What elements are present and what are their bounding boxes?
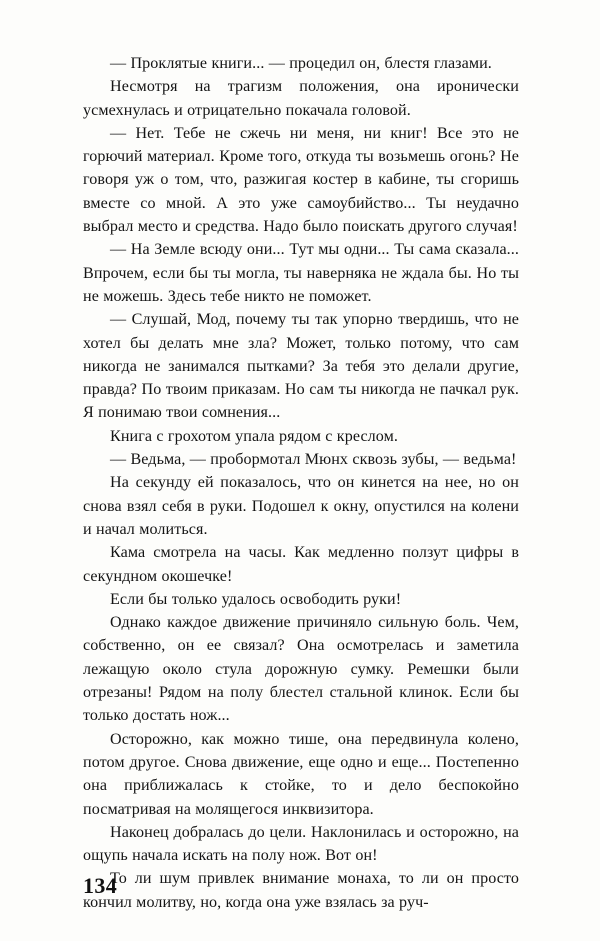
paragraph: То ли шум привлек внимание монаха, то ли он просто кончил молитву, но, когда она уже взялась за руч-: [83, 870, 519, 911]
page-text-column: [83, 52, 519, 914]
paragraph: Наконец добралась до цели. Наклонилась и осторожно, на ощупь начала искать на полу нож. Вот он!: [83, 823, 519, 865]
paragraph: Если бы только удалось освободить руки!: [110, 590, 402, 608]
paragraph: Осторожно, как можно тише, она передвинула колено, потом другое. Снова движение, еще одно и еще... Постепенно она приближалась к стойке, то и дело беспокойно посматривая на молящегося инквизитора.: [83, 730, 519, 818]
paragraph: — Ведьма, — пробормотал Мюнх сквозь зубы, — ведьма!: [110, 451, 517, 469]
paragraph: Кама смотрела на часы. Как медленно ползут цифры в секундном окошечке!: [83, 544, 519, 585]
page-number: 134: [83, 873, 118, 898]
paragraph: Несмотря на трагизм положения, она иронически усмехнулась и отрицательно покачала головой.: [83, 78, 519, 119]
paragraph: Однако каждое движение причиняло сильную боль. Чем, собственно, он ее связал? Она осмотрелась и заметила лежащую около стула дорожную сумку. Ремешки были отрезаны! Рядом на полу блестел стальной клинок. Если бы только достать нож...: [83, 614, 519, 725]
paragraph: — Слушай, Мод, почему ты так упорно твердишь, что не хотел бы делать мне зла? Может, только потому, что сам никогда не занимался пытками? За тебя это делали другие, правда? По твоим приказам. Но сам ты никогда не пачкал рук. Я понимаю твои сомнения...: [83, 311, 519, 422]
paragraph: Книга с грохотом упала рядом с креслом.: [110, 427, 398, 445]
paragraph: — Проклятые книги... — процедил он, блестя глазами.: [110, 55, 492, 72]
paragraph: На секунду ей показалось, что он кинется на нее, но он снова взял себя в руки. Подошел к окну, опустился на колени и начал молиться.: [83, 474, 519, 538]
paragraph: — На Земле всюду они... Тут мы одни... Ты сама сказала... Впрочем, если бы ты могла, ты наверняка не ждала бы. Но ты не можешь. Здесь тебе никто не поможет.: [83, 241, 519, 305]
paragraph: — Нет. Тебе не сжечь ни меня, ни книг! Все это не горючий материал. Кроме того, откуда ты возьмешь огонь? Не говоря уж о том, что, разжигая костер в кабине, ты сгоришь вместе со мной. А это уже самоубийство... Ты неудачно выбрал место и средства. Надо было поискать другого случая!: [83, 124, 519, 236]
